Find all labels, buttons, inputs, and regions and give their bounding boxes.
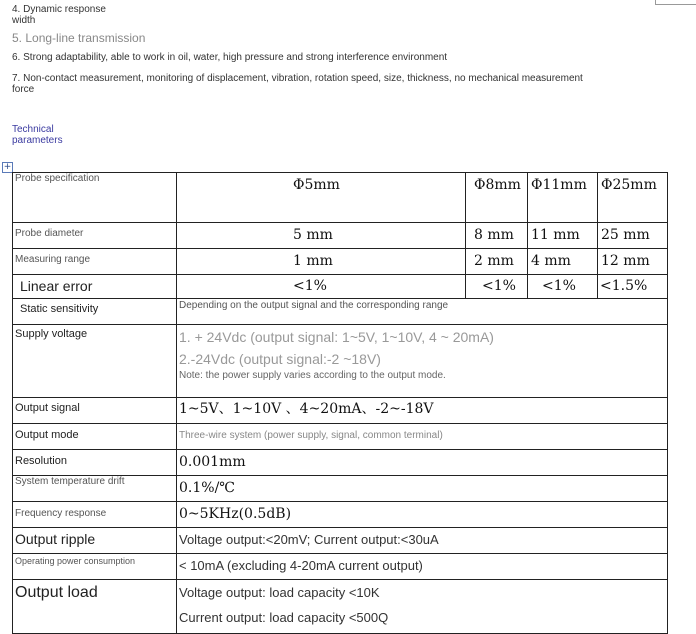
table-row	[13, 173, 668, 223]
table-row	[13, 580, 668, 634]
table-row	[13, 299, 668, 325]
row-label: Output load	[13, 580, 177, 634]
spec-col-25mm: Φ25mm	[598, 173, 668, 223]
table-cell: 5 mm	[177, 223, 466, 249]
row-label: Operating power consumption	[13, 554, 177, 580]
table-cell: 8 mm	[466, 223, 528, 249]
row-label: Output ripple	[13, 528, 177, 554]
feature-7: 7. Non-contact measurement, monitoring of displacement, vibration, rotation speed, size, thickness, no mechanical measurement force	[12, 73, 583, 95]
row-label: Probe specification	[13, 173, 177, 223]
table-row	[13, 325, 668, 398]
power-consumption-value: < 10mA (excluding 4-20mA current output)	[177, 554, 668, 580]
table-row	[13, 502, 668, 528]
row-label: Static sensitivity	[13, 299, 177, 325]
temp-drift-value: 0.1%/℃	[177, 476, 668, 502]
table-row	[13, 554, 668, 580]
table-cell: <1.5%	[598, 275, 668, 299]
feature-6: 6. Strong adaptability, able to work in oil, water, high pressure and strong interference environment	[12, 52, 448, 63]
supply-voltage-line1: 1. + 24Vdc (output signal: 1~5V, 1~10V, 4 ~ 20mA)	[179, 329, 494, 345]
output-ripple-value: Voltage output:<20mV; Current output:<30uA	[177, 528, 668, 554]
output-load-line1: Voltage output: load capacity <10K	[179, 585, 380, 600]
technical-parameters-title: Technical parameters	[12, 124, 63, 146]
table-cell: 25 mm	[598, 223, 668, 249]
table-cell: 11 mm	[528, 223, 598, 249]
table-row	[13, 450, 668, 476]
table-row	[13, 424, 668, 450]
table-row	[13, 275, 668, 299]
table-cell: 2 mm	[466, 249, 528, 275]
output-signal-value: 1~5V、1~10V 、4~20mA、-2~-18V	[177, 398, 668, 424]
table-row	[13, 398, 668, 424]
output-mode-value: Three-wire system (power supply, signal, common terminal)	[177, 424, 668, 450]
table-cell: <1%	[177, 275, 466, 299]
row-label: Output mode	[13, 424, 177, 450]
row-label: Supply voltage	[13, 325, 177, 398]
supply-voltage-cell	[177, 325, 668, 398]
spec-col-5mm: Φ5mm	[177, 173, 466, 223]
row-label: Frequency response	[13, 502, 177, 528]
table-row	[13, 249, 668, 275]
table-cell: 1 mm	[177, 249, 466, 275]
row-label: Output signal	[13, 398, 177, 424]
output-load-line2: Current output: load capacity <500Q	[179, 610, 389, 625]
table-row	[13, 528, 668, 554]
table-row	[13, 476, 668, 502]
table-cell: <1%	[528, 275, 598, 299]
supply-voltage-line2: 2.-24Vdc (output signal:-2 ~18V)	[179, 351, 381, 367]
row-label: Linear error	[13, 275, 177, 299]
spec-col-8mm: Φ8mm	[466, 173, 528, 223]
output-load-cell	[177, 580, 668, 634]
spec-col-11mm: Φ11mm	[528, 173, 598, 223]
supply-voltage-note: Note: the power supply varies according to the output mode.	[179, 370, 446, 381]
table-cell: <1%	[466, 275, 528, 299]
spec-table	[12, 172, 668, 634]
table-cell: 4 mm	[528, 249, 598, 275]
feature-4: 4. Dynamic response width	[12, 4, 106, 26]
corner-border	[655, 0, 696, 5]
table-expand-icon[interactable]: +	[3, 162, 12, 172]
row-label: System temperature drift	[13, 476, 177, 502]
table-row	[13, 223, 668, 249]
row-label: Probe diameter	[13, 223, 177, 249]
row-label: Measuring range	[13, 249, 177, 275]
row-label: Resolution	[13, 450, 177, 476]
table-cell: 12 mm	[598, 249, 668, 275]
feature-5: 5. Long-line transmission	[12, 31, 146, 45]
resolution-value: 0.001mm	[177, 450, 668, 476]
frequency-response-value: 0~5KHz(0.5dB)	[177, 502, 668, 528]
static-sensitivity-value: Depending on the output signal and the corresponding range	[177, 299, 668, 325]
